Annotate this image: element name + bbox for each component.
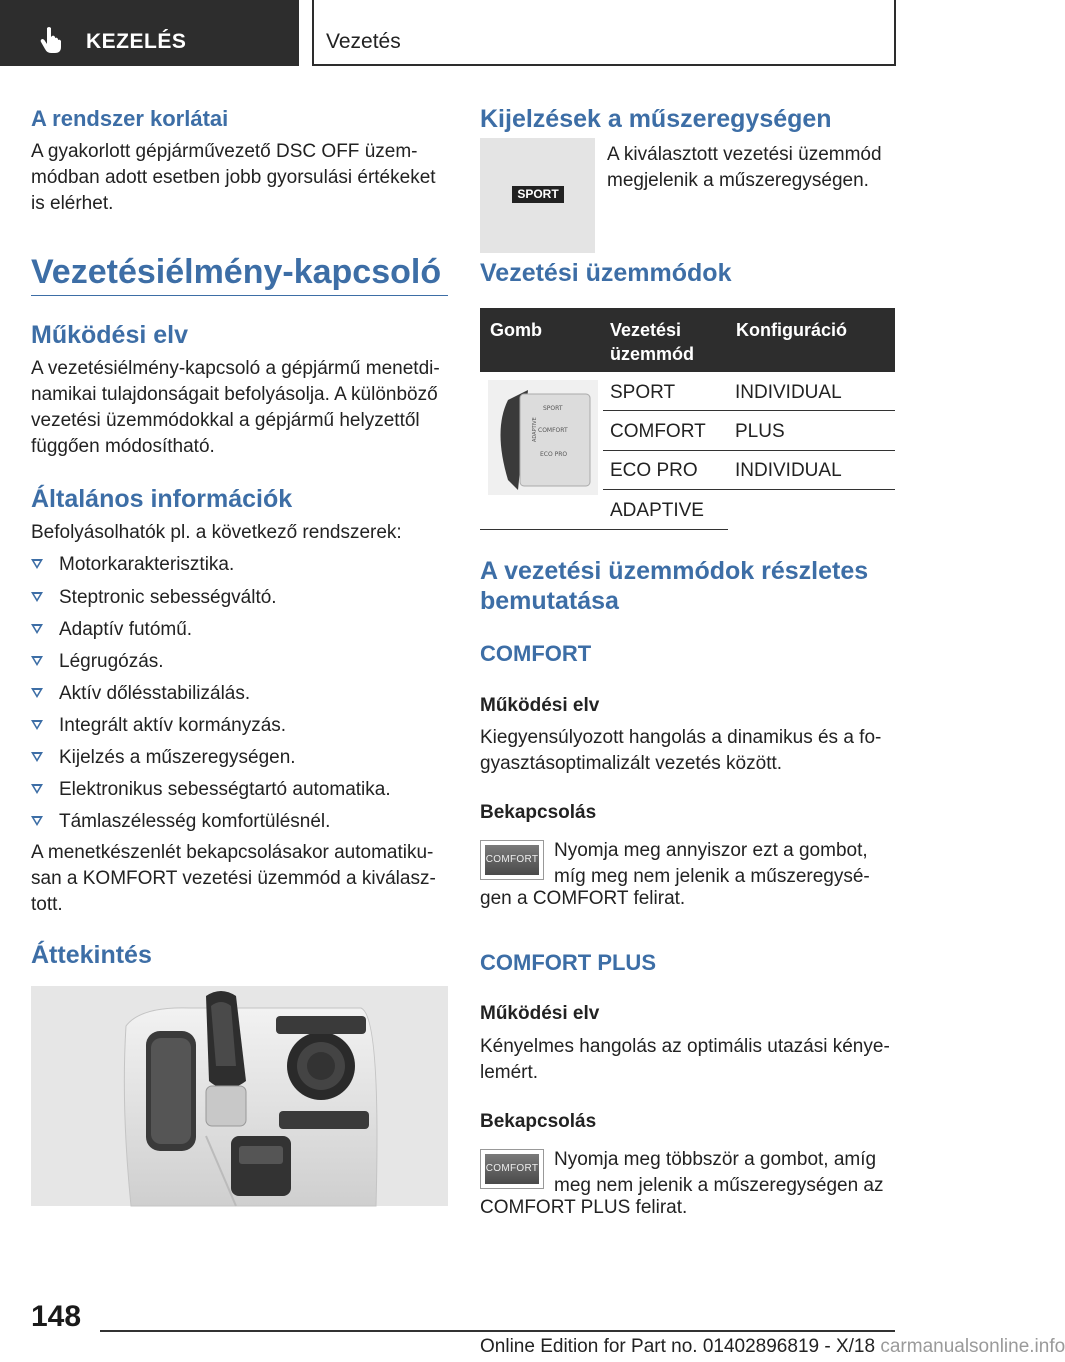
subsection-header — [312, 0, 896, 66]
overview-heading: Áttekintés — [31, 941, 152, 969]
table-header-cell: Gomb — [490, 320, 542, 340]
triangle-bullet-icon — [31, 784, 43, 794]
comfort-principle-heading: Működési elv — [480, 695, 600, 716]
after-list-text: A menetkészenlét bekapcsolásakor automatiku- san a KOMFORT vezetési üzemmód a kiválasz- tott. — [31, 842, 436, 915]
comfort-principle-text: Kiegyensúlyozott hangolás a dinamikus és a fo- gyasztásoptimalizált vezetés között. — [480, 727, 882, 774]
section-title: KEZELÉS — [86, 30, 187, 53]
comfort-button-image — [480, 840, 544, 880]
comfort-plus-heading: COMFORT PLUS — [480, 950, 656, 975]
sport-display-image — [480, 138, 595, 253]
triangle-bullet-icon — [31, 624, 43, 634]
table-bottom-rule — [480, 529, 728, 530]
general-intro: Befolyásolhatók pl. a következő rendszerek: — [31, 522, 402, 543]
comfort-on-text-a: Nyomja meg annyiszor ezt a gombot, míg meg nem jelenik a műszeregysé- — [554, 840, 870, 887]
detail-heading: A vezetési üzemmódok részletes bemutatása — [480, 557, 869, 615]
comfort-plus-button-image — [480, 1149, 544, 1189]
console-photo — [31, 986, 448, 1206]
display-text: A kiválasztott vezetési üzemmód megjelenik a műszeregységen. — [607, 144, 882, 191]
triangle-bullet-icon — [31, 592, 43, 602]
table-header-cell: Vezetési — [610, 320, 682, 340]
table-row-divider — [603, 410, 895, 411]
table-header — [480, 308, 895, 372]
table-cell: COMFORT — [610, 421, 706, 442]
switch-label: ECO PRO — [540, 451, 568, 458]
main-heading: Vezetésiélmény-kapcsoló — [31, 253, 442, 291]
comfort-button-label: COMFORT — [485, 845, 539, 875]
table-row-divider — [603, 489, 895, 490]
comfort-plus-button-label: COMFORT — [485, 1154, 539, 1184]
display-heading: Kijelzések a műszeregységen — [480, 105, 832, 133]
limits-heading: A rendszer korlátai — [31, 106, 229, 131]
switch-label: SPORT — [543, 405, 563, 412]
table-row-divider — [603, 450, 895, 451]
footer-edition: Online Edition for Part no. 01402896819 - X/18 carmanualsonline.info — [480, 1336, 1065, 1357]
table-header-cell: Konfiguráció — [736, 320, 847, 340]
principle-text: A vezetésiélmény-kapcsoló a gépjármű menetdi- namikai tulajdonságait befolyásolja. A különböző vezetési üzemmódokkal a gépjármű helyzettől függően módosítható. — [31, 358, 440, 457]
table-cell: INDIVIDUAL — [735, 460, 842, 481]
hand-pointer-icon — [40, 26, 62, 52]
triangle-bullet-icon — [31, 559, 43, 569]
sport-badge: SPORT — [512, 186, 564, 203]
triangle-bullet-icon — [31, 752, 43, 762]
heading-rule — [31, 295, 448, 296]
comfort-plus-principle-text: Kényelmes hangolás az optimális utazási kénye- lemért. — [480, 1036, 890, 1083]
triangle-bullet-icon — [31, 720, 43, 730]
table-cell: ADAPTIVE — [610, 500, 704, 521]
comfort-plus-on-heading: Bekapcsolás — [480, 1111, 597, 1132]
general-heading: Általános információk — [31, 485, 293, 513]
modes-heading: Vezetési üzemmódok — [480, 259, 732, 287]
switch-label: ADAPTIVE — [532, 417, 538, 442]
comfort-plus-on-text-a: Nyomja meg többször a gombot, amíg meg nem jelenik a műszeregységen az — [554, 1149, 884, 1196]
table-header-cell: üzemmód — [610, 344, 695, 364]
comfort-on-text-b: gen a COMFORT felirat. — [480, 888, 686, 909]
table-cell: INDIVIDUAL — [735, 382, 842, 403]
table-cell: PLUS — [735, 421, 785, 442]
table-cell: ECO PRO — [610, 460, 698, 481]
switch-label: COMFORT — [538, 427, 568, 434]
mode-switch-illustration — [488, 380, 598, 495]
triangle-bullet-icon — [31, 656, 43, 666]
mode-switch-image — [488, 380, 598, 495]
limits-text: A gyakorlott gépjárművezető DSC OFF üzem- módban adott esetben jobb gyorsulási értékeket is elérhet. — [31, 141, 436, 214]
footer-rule — [100, 1330, 895, 1332]
center-console-illustration — [31, 986, 448, 1206]
page-number: 148 — [31, 1300, 82, 1333]
comfort-plus-on-text-b: COMFORT PLUS felirat. — [480, 1197, 688, 1218]
comfort-heading: COMFORT — [480, 641, 592, 666]
comfort-on-heading: Bekapcsolás — [480, 802, 597, 823]
subsection-title: Vezetés — [326, 30, 401, 53]
principle-heading: Működési elv — [31, 321, 188, 349]
triangle-bullet-icon — [31, 816, 43, 826]
table-cell: SPORT — [610, 382, 676, 403]
comfort-plus-principle-heading: Működési elv — [480, 1003, 600, 1024]
section-header — [0, 0, 299, 66]
watermark: carmanualsonline.info — [880, 1336, 1065, 1357]
triangle-bullet-icon — [31, 688, 43, 698]
